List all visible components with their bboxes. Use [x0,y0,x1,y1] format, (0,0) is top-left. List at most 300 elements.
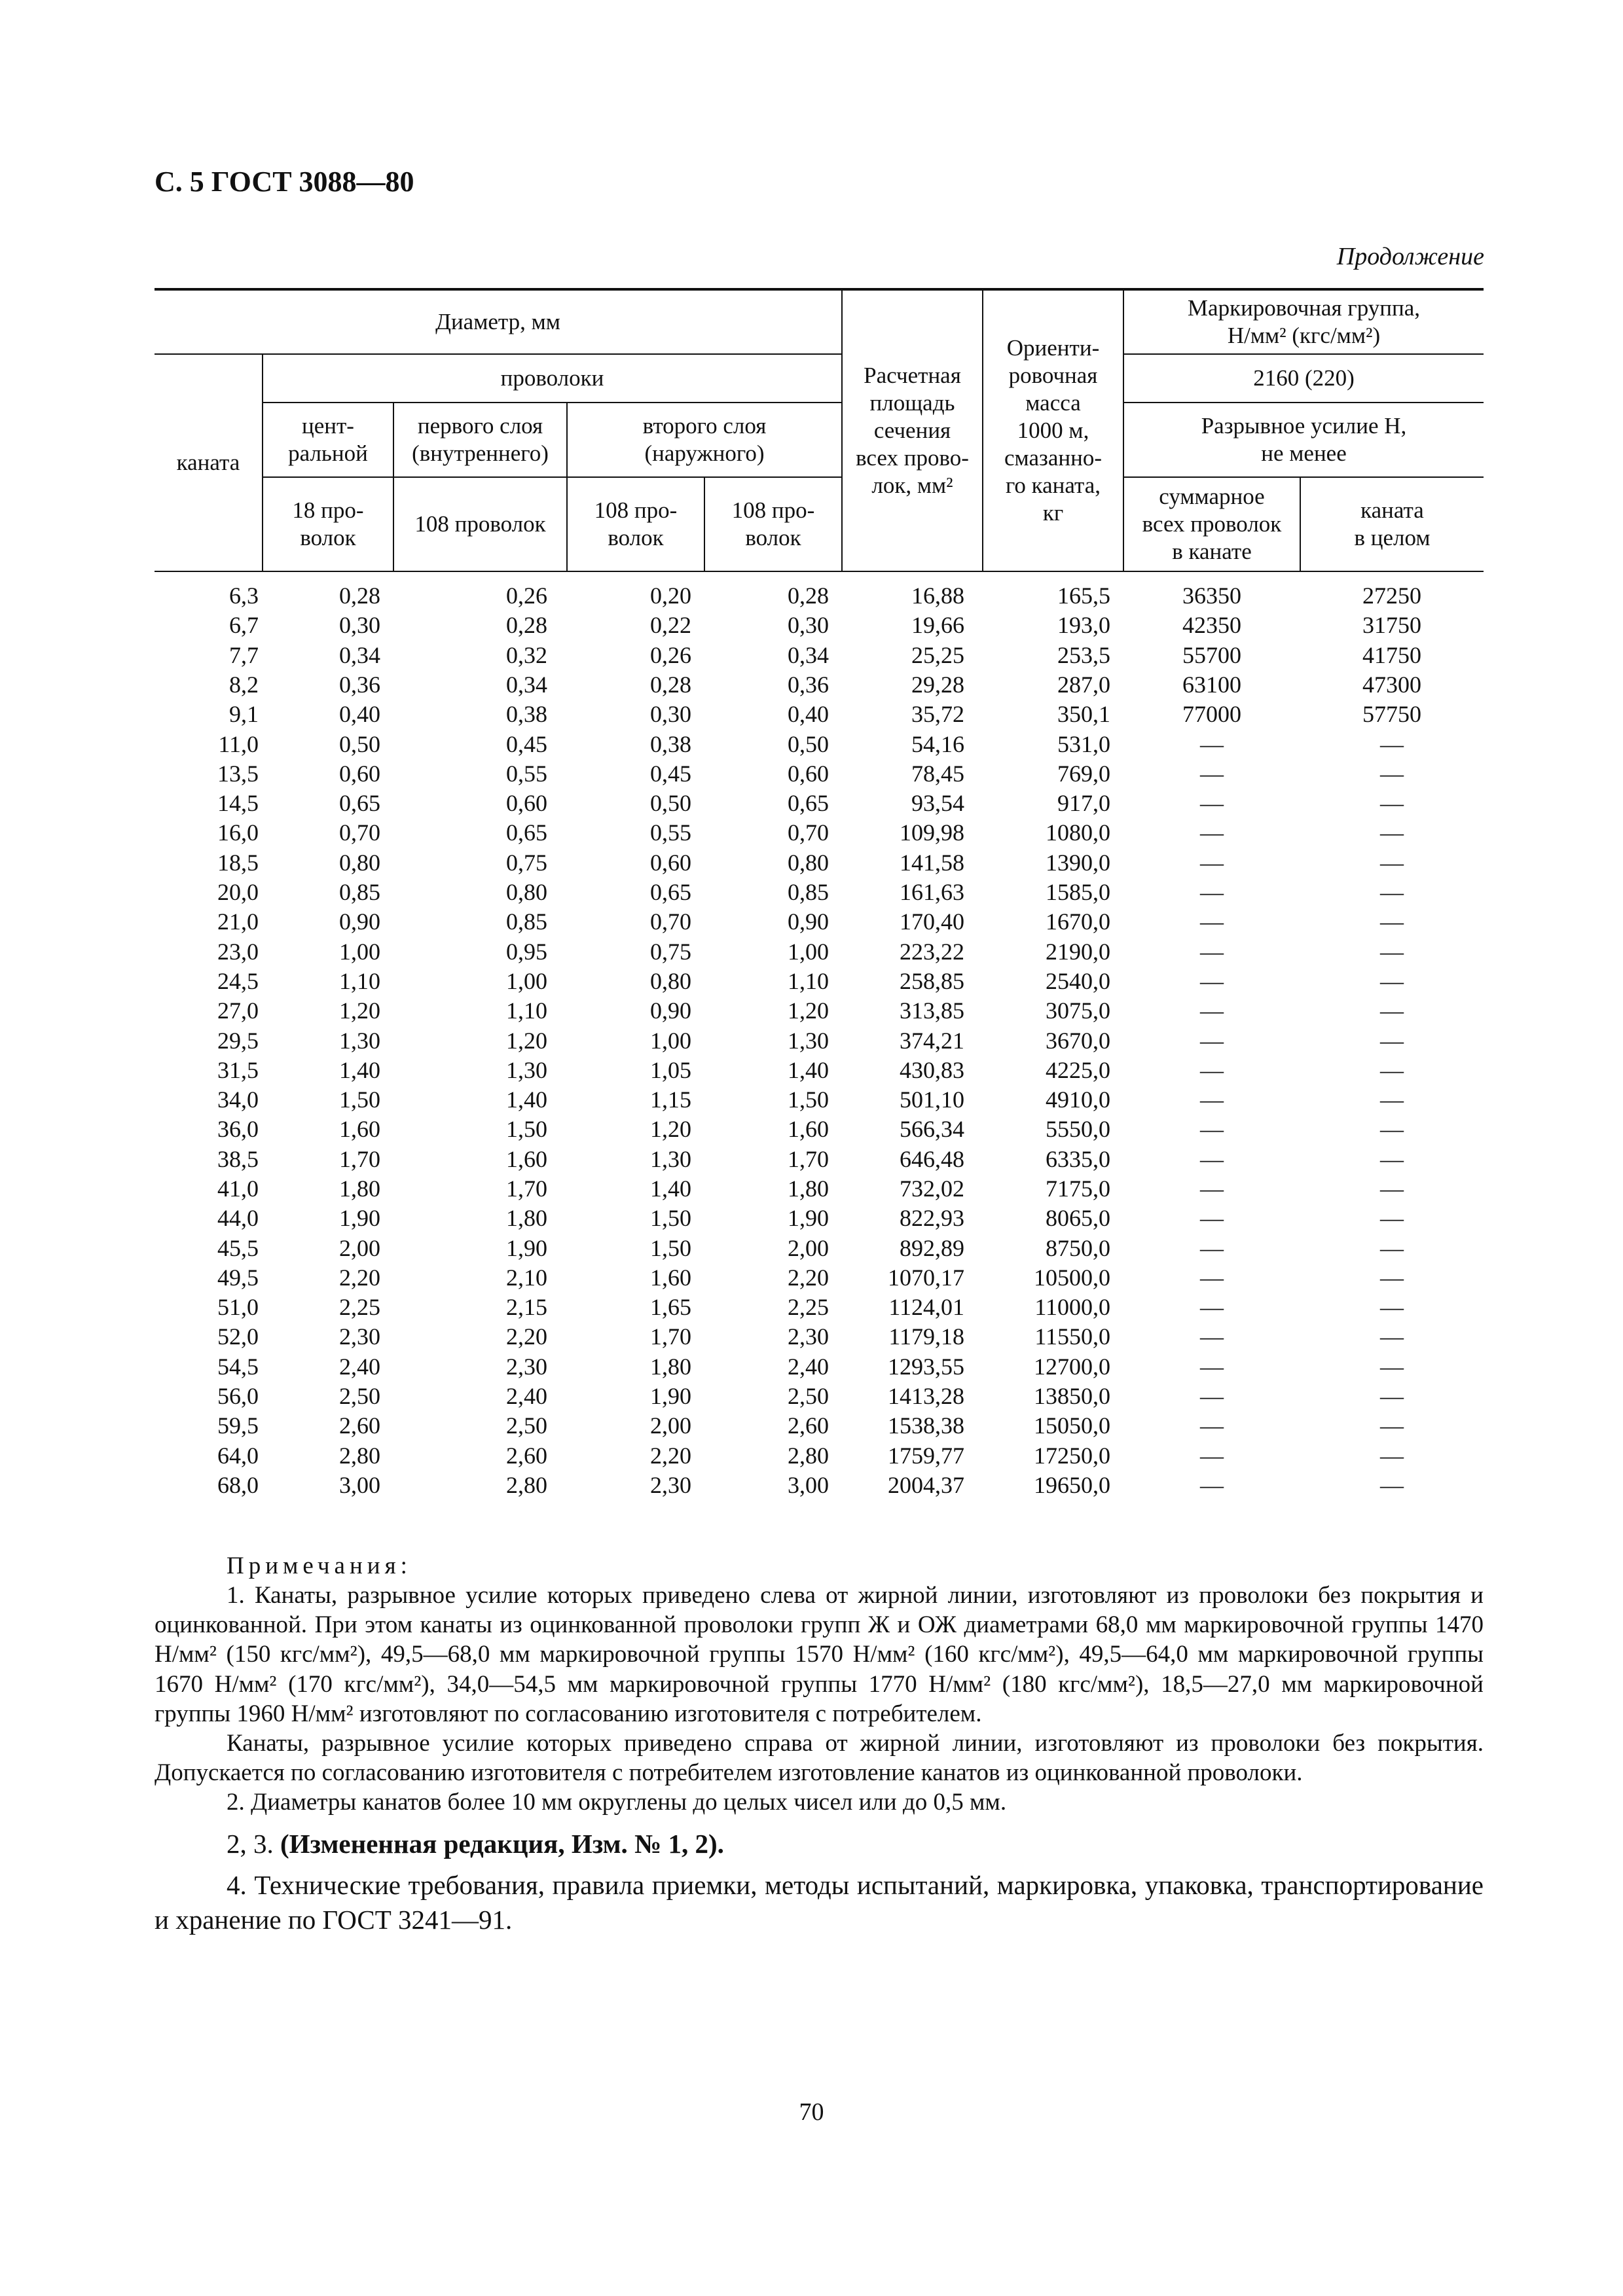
cell-breaking-rope: — [1380,1323,1404,1350]
table-row [155,907,1484,937]
cell-section-area: 25,25 [911,641,964,668]
note-2: 2. Диаметры канатов более 10 мм округлены до целых чисел или до 0,5 мм. [227,1789,1007,1816]
cell-central-wire: 0,30 [339,612,380,639]
table-row [155,789,1484,818]
header-count-108: 108 проволок [393,477,567,571]
cell-section-area: 35,72 [911,701,964,728]
cell-central-wire: 3,00 [339,1471,380,1498]
cell-mass: 531,0 [1057,730,1110,757]
table-row [155,967,1484,996]
header-count-108-b: 108 про- волок [704,477,842,571]
cell-section-area: 258,85 [900,967,964,994]
cell-breaking-sum: — [1200,1471,1224,1498]
cell-breaking-rope: — [1380,967,1404,994]
page-header: С. 5 ГОСТ 3088—80 [155,166,414,198]
cell-breaking-sum: — [1200,967,1224,994]
cell-second-layer-wire-a: 0,26 [650,641,691,668]
cell-mass: 1670,0 [1046,908,1110,935]
table-row [155,1293,1484,1322]
cell-mass: 15050,0 [1034,1412,1110,1439]
cell-second-layer-wire-b: 2,25 [788,1294,829,1321]
cell-breaking-sum: 55700 [1182,641,1241,668]
cell-rope-diameter: 9,1 [229,701,259,728]
cell-second-layer-wire-b: 1,50 [788,1086,829,1113]
cell-section-area: 54,16 [911,730,964,757]
cell-breaking-sum: — [1200,1383,1224,1410]
cell-mass: 19650,0 [1034,1471,1110,1498]
cell-breaking-sum: — [1200,1323,1224,1350]
cell-breaking-rope: — [1380,1383,1404,1410]
cell-mass: 769,0 [1057,760,1110,787]
cell-first-layer-wire: 1,50 [506,1116,547,1143]
cell-second-layer-wire-a: 1,50 [650,1205,691,1232]
cell-first-layer-wire: 0,65 [506,819,547,846]
cell-first-layer-wire: 1,60 [506,1145,547,1172]
cell-central-wire: 0,36 [339,671,380,698]
cell-second-layer-wire-b: 2,40 [788,1353,829,1380]
cell-breaking-rope: — [1380,908,1404,935]
cell-first-layer-wire: 1,90 [506,1234,547,1261]
cell-mass: 5550,0 [1046,1116,1110,1143]
cell-rope-diameter: 18,5 [217,849,259,876]
cell-central-wire: 0,70 [339,819,380,846]
cell-section-area: 16,88 [911,583,964,609]
cell-mass: 13850,0 [1034,1383,1110,1410]
table-header [155,289,1484,571]
cell-central-wire: 1,40 [339,1056,380,1083]
cell-breaking-rope: — [1380,1412,1404,1439]
cell-first-layer-wire: 0,32 [506,641,547,668]
cell-second-layer-wire-b: 1,80 [788,1175,829,1202]
cell-breaking-rope: — [1380,1234,1404,1261]
cell-second-layer-wire-a: 0,80 [650,967,691,994]
cell-section-area: 646,48 [900,1145,964,1172]
cell-mass: 1390,0 [1046,849,1110,876]
cell-second-layer-wire-b: 0,90 [788,908,829,935]
table-row [155,1085,1484,1115]
cell-rope-diameter: 31,5 [217,1056,259,1083]
cell-second-layer-wire-b: 0,50 [788,730,829,757]
cell-breaking-sum: — [1200,908,1224,935]
cell-breaking-sum: — [1200,1145,1224,1172]
cell-second-layer-wire-b: 2,80 [788,1442,829,1469]
cell-section-area: 93,54 [911,790,964,817]
table-row [155,1263,1484,1293]
cell-first-layer-wire: 2,20 [506,1323,547,1350]
table-row [155,1174,1484,1204]
cell-central-wire: 2,00 [339,1234,380,1261]
cell-central-wire: 1,70 [339,1145,380,1172]
cell-mass: 193,0 [1057,612,1110,639]
cell-second-layer-wire-b: 0,40 [788,701,829,728]
cell-second-layer-wire-b: 1,20 [788,997,829,1024]
cell-second-layer-wire-b: 1,70 [788,1145,829,1172]
cell-breaking-rope: 47300 [1362,671,1421,698]
cell-rope-diameter: 52,0 [217,1323,259,1350]
cell-second-layer-wire-b: 0,85 [788,879,829,906]
cell-first-layer-wire: 0,34 [506,671,547,698]
table-row [155,1471,1484,1500]
table-row [155,818,1484,848]
cell-section-area: 161,63 [900,879,964,906]
cell-second-layer-wire-b: 2,60 [788,1412,829,1439]
cell-section-area: 732,02 [900,1175,964,1202]
cell-rope-diameter: 45,5 [217,1234,259,1261]
cell-second-layer-wire-a: 1,40 [650,1175,691,1202]
cell-rope-diameter: 23,0 [217,938,259,965]
header-mass: Ориенти- ровочная масса 1000 м, смазанно- го каната, кг [983,289,1123,571]
table-row [155,937,1484,967]
header-wires: проволоки [263,354,842,403]
cell-breaking-sum: 63100 [1182,671,1241,698]
cell-mass: 1585,0 [1046,879,1110,906]
cell-first-layer-wire: 0,80 [506,879,547,906]
cell-mass: 2190,0 [1046,938,1110,965]
cell-first-layer-wire: 0,45 [506,730,547,757]
cell-breaking-rope: — [1380,1175,1404,1202]
cell-second-layer-wire-a: 0,60 [650,849,691,876]
paragraph-4: 4. Технические требования, правила приемки, методы испытаний, маркировка, упаковка, транспортирование и хранение по ГОСТ 3241—91. [155,1870,1484,1935]
cell-first-layer-wire: 0,85 [506,908,547,935]
table-row [155,571,1484,611]
cell-first-layer-wire: 2,50 [506,1412,547,1439]
cell-mass: 287,0 [1057,671,1110,698]
cell-second-layer-wire-a: 1,80 [650,1353,691,1380]
cell-breaking-rope: — [1380,1027,1404,1054]
cell-first-layer-wire: 1,70 [506,1175,547,1202]
cell-second-layer-wire-a: 1,90 [650,1383,691,1410]
cell-second-layer-wire-a: 0,75 [650,938,691,965]
cell-breaking-sum: — [1200,1412,1224,1439]
cell-breaking-rope: — [1380,730,1404,757]
cell-first-layer-wire: 2,10 [506,1264,547,1291]
cell-breaking-rope: — [1380,1145,1404,1172]
cell-second-layer-wire-a: 0,55 [650,819,691,846]
cell-breaking-rope: 27250 [1362,583,1421,609]
cell-section-area: 109,98 [900,819,964,846]
cell-second-layer-wire-b: 0,28 [788,583,829,609]
cell-second-layer-wire-a: 2,20 [650,1442,691,1469]
cell-second-layer-wire-a: 2,00 [650,1412,691,1439]
cell-breaking-sum: — [1200,1056,1224,1083]
cell-second-layer-wire-a: 0,45 [650,760,691,787]
cell-mass: 17250,0 [1034,1442,1110,1469]
cell-section-area: 313,85 [900,997,964,1024]
cell-central-wire: 0,60 [339,760,380,787]
cell-first-layer-wire: 1,10 [506,997,547,1024]
cell-breaking-sum: — [1200,1116,1224,1143]
cell-breaking-sum: — [1200,938,1224,965]
cell-second-layer-wire-b: 0,36 [788,671,829,698]
header-central: цент- ральной [263,403,393,477]
table-row [155,1352,1484,1382]
cell-central-wire: 1,50 [339,1086,380,1113]
cell-central-wire: 1,30 [339,1027,380,1054]
amendment-note [155,1827,1484,1860]
cell-rope-diameter: 16,0 [217,819,259,846]
table-row [155,1441,1484,1471]
cell-rope-diameter: 68,0 [217,1471,259,1498]
cell-mass: 2540,0 [1046,967,1110,994]
cell-breaking-rope: — [1380,879,1404,906]
table-row [155,759,1484,789]
table-row [155,1115,1484,1144]
table-row [155,611,1484,640]
cell-first-layer-wire: 0,60 [506,790,547,817]
cell-section-area: 1538,38 [888,1412,964,1439]
cell-second-layer-wire-a: 1,00 [650,1027,691,1054]
cell-second-layer-wire-b: 0,70 [788,819,829,846]
cell-second-layer-wire-b: 0,34 [788,641,829,668]
note-1b: Канаты, разрывное усилие которых приведено справа от жирной линии, изготовляют из проволоки без покрытия. Допускается по согласованию изготовителя с потребителем изготовление канатов из оцинкованной проволоки. [155,1729,1484,1786]
cell-mass: 253,5 [1057,641,1110,668]
cell-central-wire: 0,90 [339,908,380,935]
cell-breaking-sum: — [1200,730,1224,757]
cell-mass: 6335,0 [1046,1145,1110,1172]
cell-section-area: 2004,37 [888,1471,964,1498]
cell-rope-diameter: 20,0 [217,879,259,906]
cell-central-wire: 0,40 [339,701,380,728]
cell-first-layer-wire: 2,80 [506,1471,547,1498]
cell-rope-diameter: 8,2 [229,671,259,698]
cell-breaking-rope: — [1380,790,1404,817]
cell-central-wire: 1,90 [339,1205,380,1232]
cell-central-wire: 2,30 [339,1323,380,1350]
cell-central-wire: 2,80 [339,1442,380,1469]
table-row [155,1026,1484,1055]
cell-second-layer-wire-a: 0,38 [650,730,691,757]
table-row [155,1382,1484,1411]
cell-first-layer-wire: 2,40 [506,1383,547,1410]
cell-second-layer-wire-a: 0,28 [650,671,691,698]
table-row [155,878,1484,907]
cell-mass: 11550,0 [1034,1323,1110,1350]
cell-second-layer-wire-b: 1,10 [788,967,829,994]
cell-first-layer-wire: 0,38 [506,701,547,728]
cell-breaking-rope: — [1380,1056,1404,1083]
cell-mass: 12700,0 [1034,1353,1110,1380]
cell-rope-diameter: 49,5 [217,1264,259,1291]
header-rope: каната [155,354,263,571]
cell-breaking-rope: 41750 [1362,641,1421,668]
table-row [155,996,1484,1026]
cell-second-layer-wire-b: 0,30 [788,612,829,639]
cell-first-layer-wire: 0,55 [506,760,547,787]
cell-breaking-rope: — [1380,1086,1404,1113]
cell-mass: 4910,0 [1046,1086,1110,1113]
cell-section-area: 1124,01 [888,1294,964,1321]
cell-central-wire: 2,25 [339,1294,380,1321]
cell-first-layer-wire: 1,20 [506,1027,547,1054]
cell-mass: 3075,0 [1046,997,1110,1024]
cell-rope-diameter: 13,5 [217,760,259,787]
cell-rope-diameter: 41,0 [217,1175,259,1202]
header-marking-group: Маркировочная группа, Н/мм² (кгс/мм²) [1123,289,1484,354]
cell-breaking-sum: — [1200,1264,1224,1291]
cell-second-layer-wire-a: 2,30 [650,1471,691,1498]
continuation-label: Продолжение [1336,243,1484,270]
cell-rope-diameter: 7,7 [229,641,259,668]
cell-breaking-rope: 57750 [1362,701,1421,728]
cell-breaking-rope: — [1380,997,1404,1024]
header-sum-all-wires: суммарное всех проволок в канате [1123,477,1300,571]
cell-section-area: 1293,55 [888,1353,964,1380]
cell-first-layer-wire: 2,60 [506,1442,547,1469]
cell-mass: 8065,0 [1046,1205,1110,1232]
cell-second-layer-wire-a: 0,70 [650,908,691,935]
cell-rope-diameter: 6,7 [229,612,259,639]
cell-rope-diameter: 29,5 [217,1027,259,1054]
cell-section-area: 822,93 [900,1205,964,1232]
cell-central-wire: 0,65 [339,790,380,817]
cell-breaking-rope: — [1380,1353,1404,1380]
cell-breaking-sum: — [1200,1234,1224,1261]
cell-mass: 8750,0 [1046,1234,1110,1261]
page-number: 70 [799,2098,824,2126]
cell-second-layer-wire-b: 1,30 [788,1027,829,1054]
notes-title: Примечания: [227,1552,412,1579]
cell-central-wire: 1,00 [339,938,380,965]
cell-central-wire: 0,34 [339,641,380,668]
cell-mass: 917,0 [1057,790,1110,817]
cell-breaking-rope: — [1380,849,1404,876]
cell-first-layer-wire: 0,75 [506,849,547,876]
cell-rope-diameter: 59,5 [217,1412,259,1439]
cell-breaking-rope: 31750 [1362,612,1421,639]
cell-second-layer-wire-a: 1,20 [650,1116,691,1143]
cell-central-wire: 1,80 [339,1175,380,1202]
cell-breaking-rope: — [1380,938,1404,965]
cell-section-area: 1179,18 [888,1323,964,1350]
cell-first-layer-wire: 0,95 [506,938,547,965]
cell-section-area: 892,89 [900,1234,964,1261]
cell-rope-diameter: 11,0 [218,730,259,757]
notes-section [155,1551,1484,1938]
cell-central-wire: 1,20 [339,997,380,1024]
cell-section-area: 566,34 [900,1116,964,1143]
table-row [155,1322,1484,1352]
cell-second-layer-wire-a: 1,30 [650,1145,691,1172]
cell-rope-diameter: 54,5 [217,1353,259,1380]
cell-rope-diameter: 34,0 [217,1086,259,1113]
cell-central-wire: 0,85 [339,879,380,906]
cell-section-area: 1759,77 [888,1442,964,1469]
cell-section-area: 29,28 [911,671,964,698]
cell-second-layer-wire-b: 1,60 [788,1116,829,1143]
cell-first-layer-wire: 0,26 [506,583,547,609]
cell-central-wire: 1,60 [339,1116,380,1143]
header-grade: 2160 (220) [1123,354,1484,403]
cell-mass: 165,5 [1057,583,1110,609]
cell-first-layer-wire: 1,30 [506,1056,547,1083]
table-row [155,670,1484,700]
cell-mass: 1080,0 [1046,819,1110,846]
table-row [155,641,1484,670]
cell-second-layer-wire-a: 0,50 [650,790,691,817]
header-breaking-force: Разрывное усилие Н, не менее [1123,403,1484,477]
cell-second-layer-wire-a: 1,05 [650,1056,691,1083]
cell-breaking-rope: — [1380,1471,1404,1498]
amendment-prefix: 2, 3. [227,1829,280,1859]
cell-first-layer-wire: 1,40 [506,1086,547,1113]
cell-breaking-sum: 42350 [1182,612,1241,639]
table-row [155,1056,1484,1085]
table-row [155,1145,1484,1174]
cell-rope-diameter: 14,5 [217,790,259,817]
cell-breaking-sum: — [1200,1205,1224,1232]
cell-second-layer-wire-a: 0,20 [650,583,691,609]
table-row [155,729,1484,759]
cell-rope-diameter: 36,0 [217,1116,259,1143]
cell-first-layer-wire: 2,15 [506,1294,547,1321]
header-second-layer: второго слоя (наружного) [567,403,842,477]
cell-second-layer-wire-b: 3,00 [788,1471,829,1498]
cell-breaking-sum: — [1200,760,1224,787]
cell-first-layer-wire: 1,00 [506,967,547,994]
cell-breaking-sum: — [1200,1294,1224,1321]
cell-second-layer-wire-b: 2,30 [788,1323,829,1350]
cell-breaking-rope: — [1380,1264,1404,1291]
cell-section-area: 1413,28 [888,1383,964,1410]
cell-central-wire: 0,28 [339,583,380,609]
cell-first-layer-wire: 1,80 [506,1205,547,1232]
cell-breaking-sum: — [1200,790,1224,817]
cell-section-area: 223,22 [900,938,964,965]
cell-section-area: 170,40 [900,908,964,935]
cell-second-layer-wire-b: 0,60 [788,760,829,787]
cell-breaking-sum: 36350 [1182,583,1241,609]
cell-second-layer-wire-b: 2,00 [788,1234,829,1261]
table-row [155,848,1484,878]
cell-rope-diameter: 64,0 [217,1442,259,1469]
cell-first-layer-wire: 0,28 [506,612,547,639]
cell-rope-diameter: 56,0 [217,1383,259,1410]
cell-breaking-sum: — [1200,1353,1224,1380]
cell-breaking-sum: — [1200,1175,1224,1202]
cell-breaking-sum: — [1200,879,1224,906]
header-first-layer: первого слоя (внутреннего) [393,403,567,477]
header-rope-whole: каната в целом [1300,477,1484,571]
header-diameter: Диаметр, мм [155,289,842,354]
amendment-bold: (Измененная редакция, Изм. № 1, 2). [280,1829,724,1859]
cell-second-layer-wire-b: 2,50 [788,1383,829,1410]
cell-second-layer-wire-a: 1,50 [650,1234,691,1261]
cell-breaking-rope: — [1380,1205,1404,1232]
cell-second-layer-wire-b: 1,90 [788,1205,829,1232]
table-row [155,1234,1484,1263]
cell-breaking-sum: — [1200,997,1224,1024]
cell-rope-diameter: 44,0 [217,1205,259,1232]
cell-section-area: 374,21 [900,1027,964,1054]
cell-second-layer-wire-a: 0,65 [650,879,691,906]
cell-rope-diameter: 38,5 [217,1145,259,1172]
cell-rope-diameter: 24,5 [217,967,259,994]
cell-second-layer-wire-a: 0,22 [650,612,691,639]
header-area: Расчетная площадь сечения всех прово- лок, мм² [842,289,983,571]
cell-section-area: 78,45 [911,760,964,787]
cell-central-wire: 0,80 [339,849,380,876]
cell-central-wire: 2,60 [339,1412,380,1439]
cell-second-layer-wire-b: 0,80 [788,849,829,876]
header-count-18: 18 про- волок [263,477,393,571]
cell-breaking-rope: — [1380,1442,1404,1469]
cell-breaking-sum: — [1200,1027,1224,1054]
cell-mass: 10500,0 [1034,1264,1110,1291]
cell-second-layer-wire-b: 1,00 [788,938,829,965]
cell-second-layer-wire-b: 1,40 [788,1056,829,1083]
table-row [155,700,1484,729]
cell-rope-diameter: 51,0 [217,1294,259,1321]
